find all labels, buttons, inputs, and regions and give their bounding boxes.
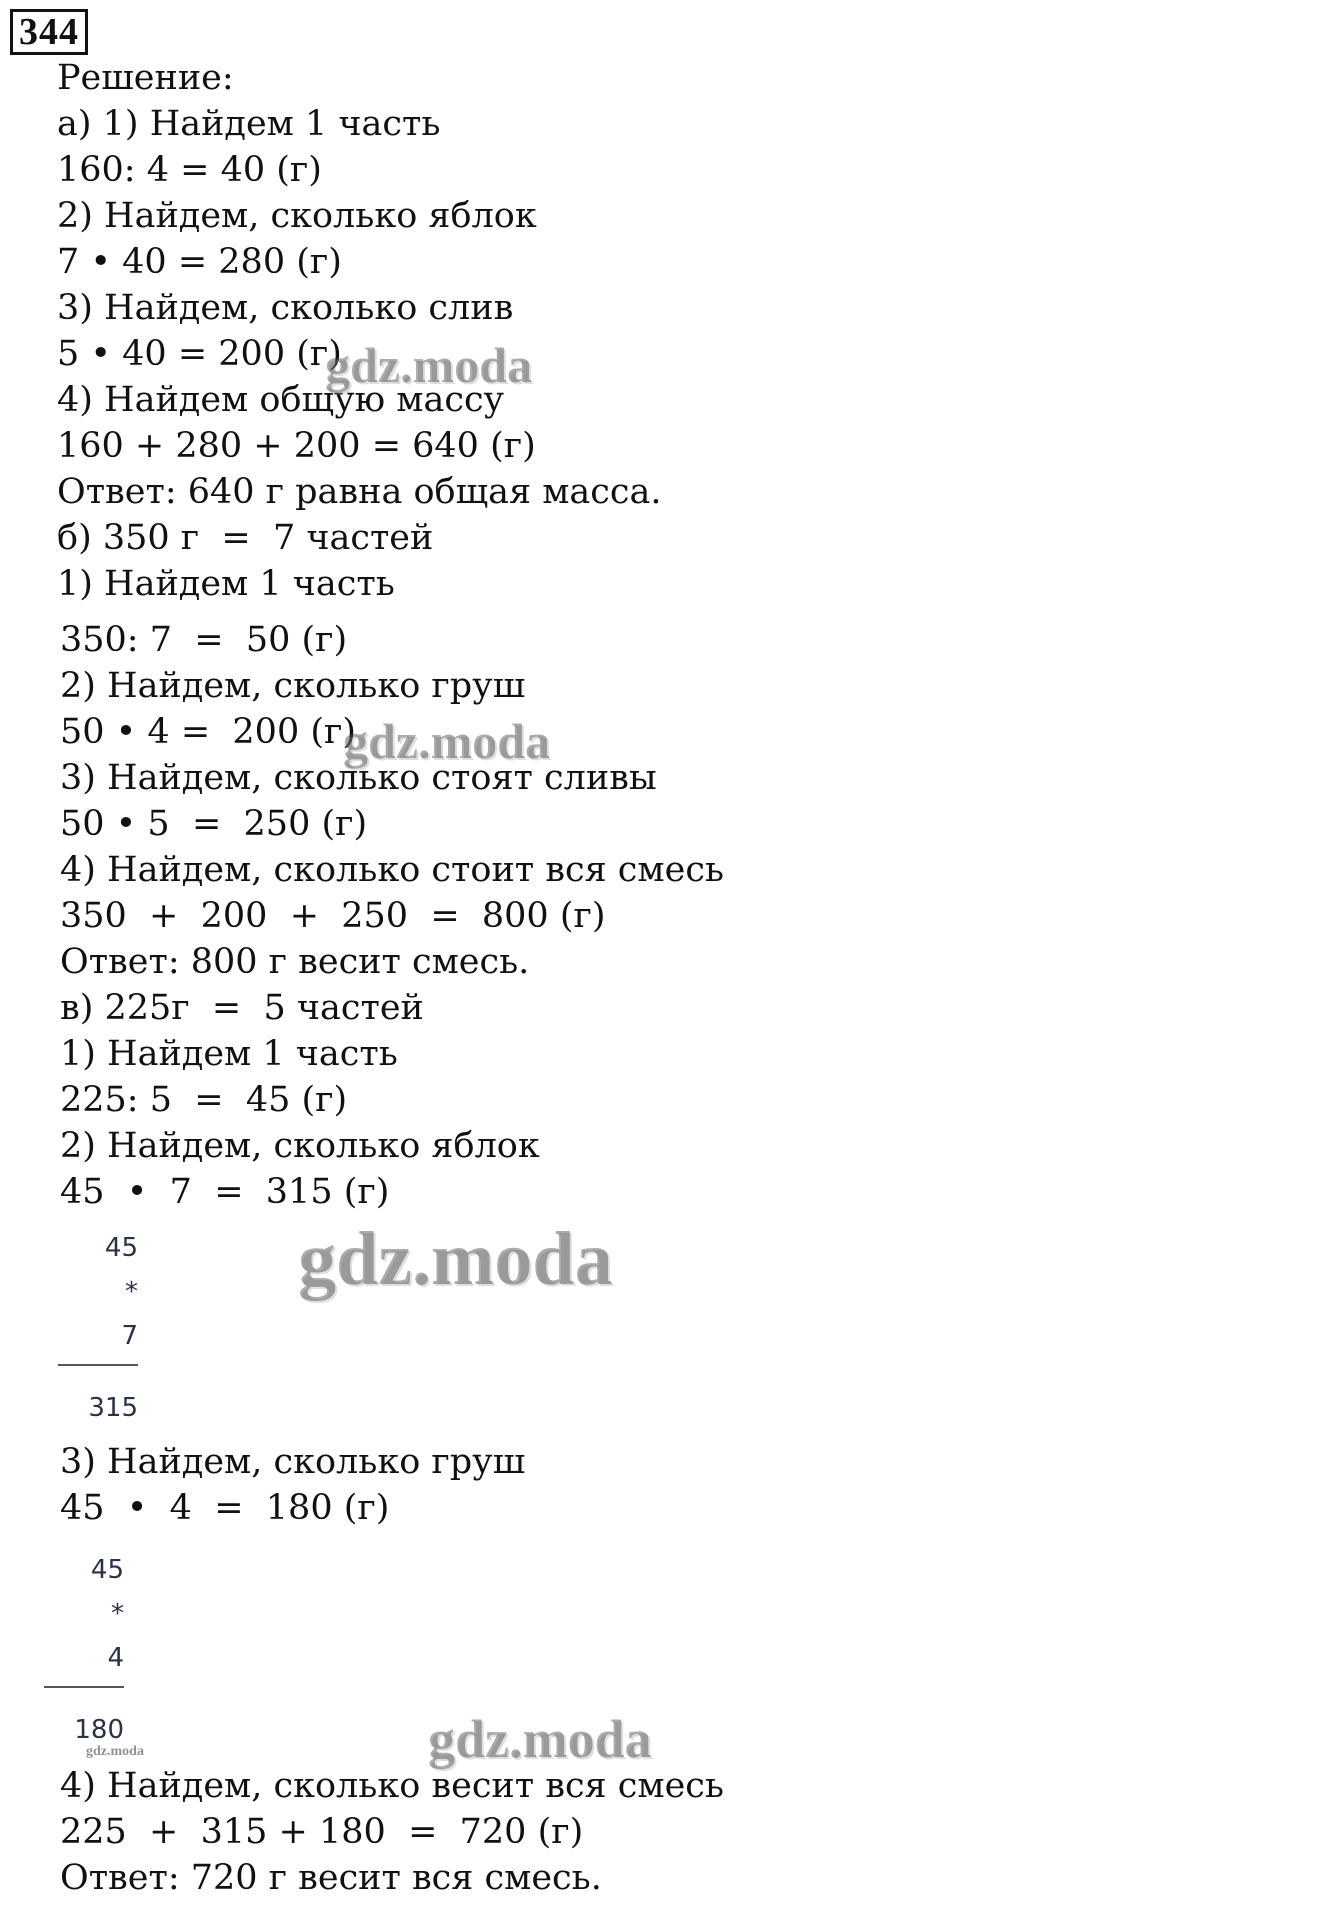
calc-result: 315: [88, 1393, 138, 1423]
calc-operand: 45: [104, 1233, 138, 1263]
watermark: gdz.moda: [428, 1709, 652, 1769]
solution-line: б) 350 г = 7 частей: [57, 518, 434, 558]
calc-operand: 7: [121, 1321, 138, 1351]
solution-line: а) 1) Найдем 1 часть: [57, 104, 441, 144]
solution-line: 4) Найдем, сколько весит вся смесь: [60, 1766, 724, 1806]
solution-line: 160: 4 = 40 (г): [57, 150, 322, 190]
calc-result: 180: [74, 1715, 124, 1745]
solution-line: 2) Найдем, сколько груш: [60, 666, 526, 706]
solution-line: 5 • 40 = 200 (г): [57, 334, 342, 374]
solution-line: 225: 5 = 45 (г): [60, 1080, 348, 1120]
solution-line: 3) Найдем, сколько груш: [60, 1442, 526, 1482]
watermark: gdz.moda: [298, 1217, 613, 1301]
solution-line: 160 + 280 + 200 = 640 (г): [57, 426, 536, 466]
solution-line: 4) Найдем, сколько стоит вся смесь: [60, 850, 724, 890]
solution-line: в) 225г = 5 частей: [60, 988, 424, 1028]
column-multiplication: [58, 1226, 138, 1430]
watermark-small: gdz.moda: [86, 1744, 144, 1759]
solution-heading: Решение:: [57, 58, 234, 98]
solution-line: 1) Найдем 1 часть: [57, 564, 395, 604]
calc-operator: *: [125, 1277, 138, 1307]
solution-line: 350 + 200 + 250 = 800 (г): [60, 896, 606, 936]
solution-line: 2) Найдем, сколько яблок: [60, 1126, 540, 1166]
solution-line: 3) Найдем, сколько стоят сливы: [60, 758, 657, 798]
calc-operator: *: [111, 1599, 124, 1629]
solution-line: 1) Найдем 1 часть: [60, 1034, 398, 1074]
watermark: gdz.moda: [325, 337, 532, 393]
solution-line: 50 • 4 = 200 (г): [60, 712, 356, 752]
solution-line: 225 + 315 + 180 = 720 (г): [60, 1812, 584, 1852]
calc-operand: 45: [90, 1555, 124, 1585]
column-multiplication: [44, 1548, 124, 1752]
calc-divider: [44, 1686, 124, 1688]
solution-line: 45 • 7 = 315 (г): [60, 1172, 390, 1212]
calc-operand: 4: [107, 1643, 124, 1673]
answer-line: Ответ: 640 г равна общая масса.: [57, 472, 662, 512]
calc-divider: [58, 1364, 138, 1366]
solution-line: 7 • 40 = 280 (г): [57, 242, 342, 282]
solution-line: 4) Найдем общую массу: [57, 380, 505, 420]
solution-line: 2) Найдем, сколько яблок: [57, 196, 537, 236]
answer-line: Ответ: 720 г весит вся смесь.: [60, 1858, 602, 1898]
solution-line: 50 • 5 = 250 (г): [60, 804, 368, 844]
solution-line: 45 • 4 = 180 (г): [60, 1488, 390, 1528]
problem-number: 344: [10, 9, 88, 55]
watermark: gdz.moda: [343, 713, 550, 769]
solution-line: 3) Найдем, сколько слив: [57, 288, 514, 328]
answer-line: Ответ: 800 г весит смесь.: [60, 942, 530, 982]
solution-line: 350: 7 = 50 (г): [60, 620, 348, 660]
